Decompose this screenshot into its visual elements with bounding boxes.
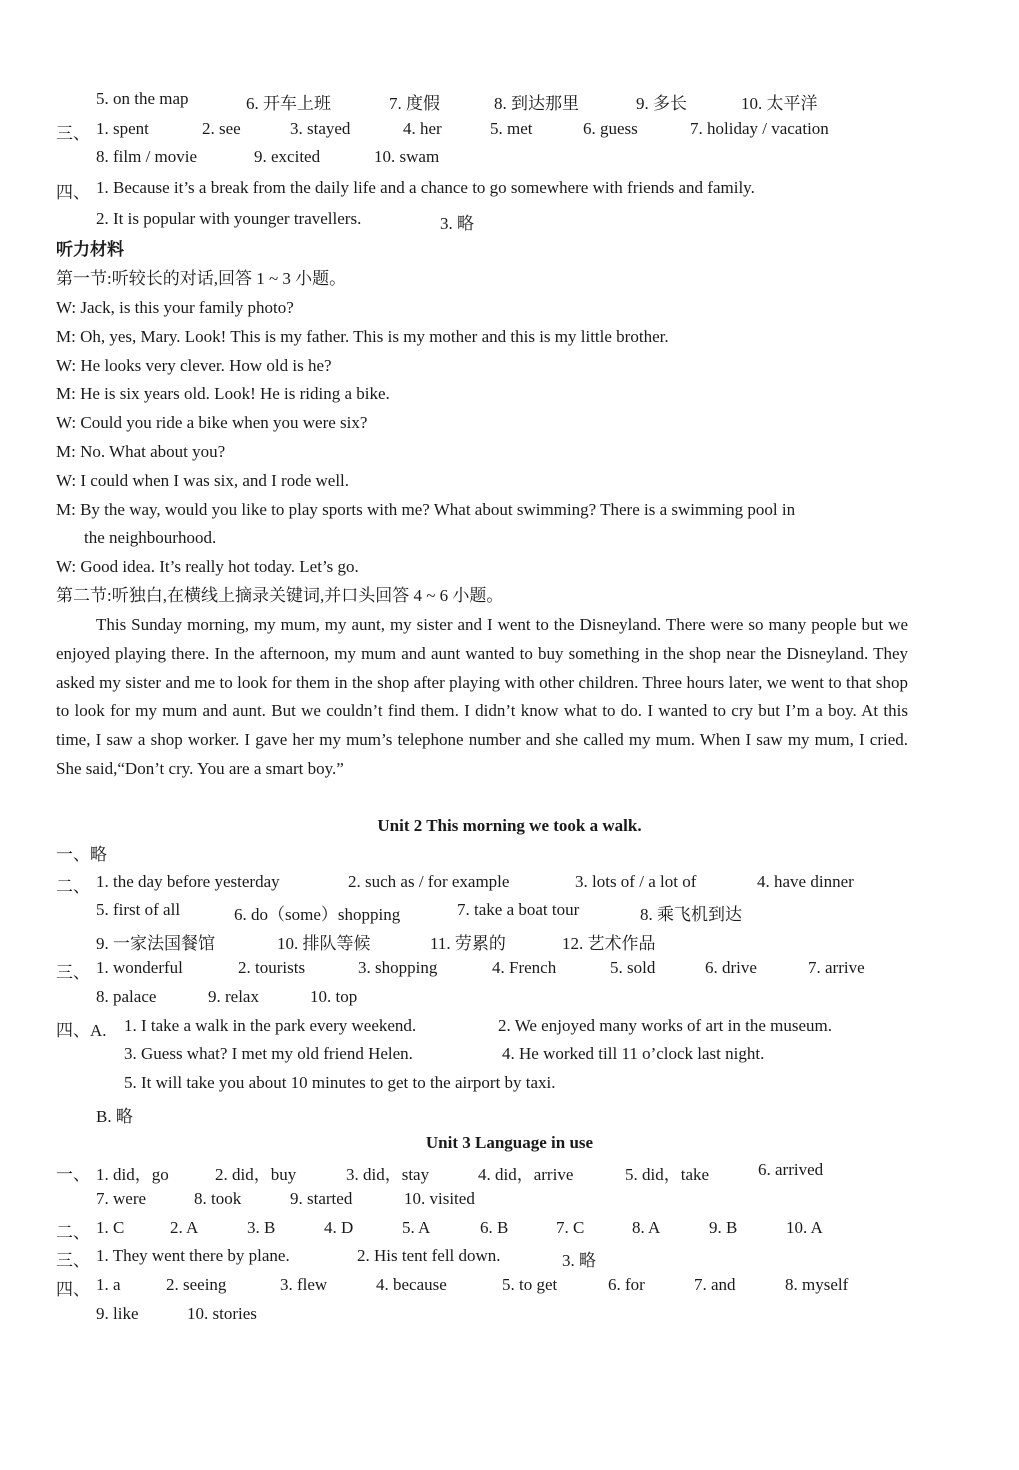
section-label: 三、: [56, 124, 90, 143]
answer-item: 7. 度假: [389, 94, 440, 113]
answer-item: 3. stayed: [290, 119, 351, 138]
answer-item: 10. A: [786, 1218, 823, 1237]
answer-item: 2. such as / for example: [348, 872, 510, 891]
answer-sentence: 2. We enjoyed many works of art in the museum.: [498, 1016, 832, 1035]
answer-item: 9. like: [96, 1304, 139, 1323]
answer-item: 10. stories: [187, 1304, 257, 1323]
answer-item: 7. and: [694, 1275, 736, 1294]
dialogue-line: W: I could when I was six, and I rode well.: [56, 471, 350, 490]
answer-item: 3. B: [247, 1218, 276, 1237]
answer-item: 10. visited: [404, 1189, 475, 1208]
dialogue-line: M: Oh, yes, Mary. Look! This is my father. This is my mother and this is my little brother.: [56, 327, 669, 346]
answer-item: 3. lots of / a lot of: [575, 872, 697, 891]
dialogue-line: W: Jack, is this your family photo?: [56, 298, 294, 317]
answer-item: 1. wonderful: [96, 958, 183, 977]
answer-item: 4. French: [492, 958, 557, 977]
answer-item: 5. A: [402, 1218, 431, 1237]
section-label: 三、: [56, 963, 90, 982]
section-label: 三、: [56, 1251, 90, 1270]
answer-item: 1. did，go: [96, 1165, 169, 1184]
answer-item: 6. do（some）shopping: [234, 905, 401, 924]
answer-item: 3. shopping: [358, 958, 438, 977]
answer-sentence: 3. 略: [562, 1251, 596, 1270]
answer-item: 8. 到达那里: [494, 94, 579, 113]
listening-title: 听力材料: [56, 240, 124, 259]
answer-item: 6. B: [480, 1218, 509, 1237]
dialogue-line: M: No. What about you?: [56, 442, 226, 461]
answer-item: 4. did，arrive: [478, 1165, 574, 1184]
answer-item: 10. 太平洋: [741, 94, 818, 113]
section-label: 四、A.: [56, 1021, 107, 1040]
answer-item: 2. tourists: [238, 958, 306, 977]
answer-item: 5. first of all: [96, 900, 181, 919]
answer-item: 9. B: [709, 1218, 738, 1237]
answer-sentence: 3. 略: [440, 214, 474, 233]
section-label: 四、: [56, 183, 90, 202]
section-label: 二、: [56, 1223, 90, 1242]
answer-item: 7. holiday / vacation: [690, 119, 829, 138]
answer-item: 5. met: [490, 119, 533, 138]
answer-item: 8. took: [194, 1189, 242, 1208]
answer-item: 7. were: [96, 1189, 147, 1208]
answer-item: 4. D: [324, 1218, 354, 1237]
listening-section2-heading: 第二节:听独白,在横线上摘录关键词,并口头回答 4 ~ 6 小题。: [56, 586, 504, 605]
answer-item: 6. guess: [583, 119, 638, 138]
dialogue-line: W: Could you ride a bike when you were six?: [56, 413, 368, 432]
answer-item: 10. swam: [374, 147, 440, 166]
answer-sentence: 3. Guess what? I met my old friend Helen.: [124, 1044, 413, 1063]
answer-item: 8. film / movie: [96, 147, 198, 166]
answer-item: 12. 艺术作品: [562, 934, 656, 953]
answer-item: 8. A: [632, 1218, 661, 1237]
answer-sentence: B. 略: [96, 1107, 133, 1126]
answer-item: 4. because: [376, 1275, 447, 1294]
answer-item: 11. 劳累的: [430, 934, 506, 953]
listening-section1-heading: 第一节:听较长的对话,回答 1 ~ 3 小题。: [56, 269, 347, 288]
answer-item: 3. flew: [280, 1275, 328, 1294]
answer-sentence: 2. His tent fell down.: [357, 1246, 501, 1265]
answer-sentence: 2. It is popular with younger travellers.: [96, 209, 362, 228]
dialogue-line: M: He is six years old. Look! He is riding a bike.: [56, 384, 390, 403]
answer-item: 2. did，buy: [215, 1165, 297, 1184]
unit3-title: Unit 3 Language in use: [425, 1133, 594, 1152]
answer-item: 6. drive: [705, 958, 757, 977]
answer-item: 8. 乘飞机到达: [640, 905, 742, 924]
answer-item: 2. A: [170, 1218, 199, 1237]
answer-item: 5. to get: [502, 1275, 558, 1294]
dialogue-line: M: By the way, would you like to play sports with me? What about swimming? There is a swimming pool in: [56, 500, 796, 519]
unit2-title: Unit 2 This morning we took a walk.: [377, 816, 642, 835]
answer-item: 7. C: [556, 1218, 585, 1237]
answer-item: 2. see: [202, 119, 241, 138]
answer-item: 4. her: [403, 119, 442, 138]
unit2-section-yi: 一、略: [56, 845, 107, 864]
dialogue-line: W: He looks very clever. How old is he?: [56, 356, 332, 375]
answer-item: 5. sold: [610, 958, 656, 977]
answer-sentence: 1. Because it’s a break from the daily life and a chance to go somewhere with friends and family.: [96, 178, 755, 197]
answer-item: 1. a: [96, 1275, 121, 1294]
answer-item: 9. started: [290, 1189, 353, 1208]
section-label: 四、: [56, 1280, 90, 1299]
answer-item: 3. did，stay: [346, 1165, 430, 1184]
answer-item: 1. C: [96, 1218, 125, 1237]
answer-item: 9. relax: [208, 987, 259, 1006]
answer-item: 2. seeing: [166, 1275, 227, 1294]
monologue-paragraph: This Sunday morning, my mum, my aunt, my sister and I went to the Disneyland. There were so many people but we enjoyed playing there. In the afternoon, my mum and aunt wanted to buy something in the shop near the Disneyland. They asked my sister and me to look for them in the shop after playing with other children. Three hours later, we went to that shop to look for my mum and aunt. But we couldn’t find them. I didn’t know what to do. I wanted to cry but I’m a boy. At this time, I saw a shop worker. I gave her my mum’s telephone number and she called my mum. When I saw my mum, I cried. She said,“Don’t cry. You are a smart boy.”: [56, 615, 908, 778]
answer-item: 5. on the map: [96, 89, 189, 108]
answer-sentence: 1. I take a walk in the park every weekend.: [124, 1016, 417, 1035]
answer-item: 9. 一家法国餐馆: [96, 934, 215, 953]
answer-item: 1. spent: [96, 119, 149, 138]
answer-sentence: 4. He worked till 11 o’clock last night.: [502, 1044, 765, 1063]
section-label: 一、: [56, 1165, 90, 1184]
answer-item: 5. did，take: [625, 1165, 710, 1184]
answer-item: 6. for: [608, 1275, 645, 1294]
answer-item: 1. the day before yesterday: [96, 872, 280, 891]
dialogue-line: the neighbourhood.: [84, 528, 217, 547]
answer-sentence: 1. They went there by plane.: [96, 1246, 290, 1265]
answer-item: 8. palace: [96, 987, 157, 1006]
answer-item: 6. 开车上班: [246, 94, 331, 113]
section-label: 二、: [56, 877, 90, 896]
answer-item: 8. myself: [785, 1275, 849, 1294]
answer-item: 7. arrive: [808, 958, 865, 977]
answer-item: 4. have dinner: [757, 872, 854, 891]
answer-sentence: 5. It will take you about 10 minutes to get to the airport by taxi.: [124, 1073, 556, 1092]
answer-item: 6. arrived: [758, 1160, 824, 1179]
answer-item: 7. take a boat tour: [457, 900, 580, 919]
answer-item: 9. 多长: [636, 94, 687, 113]
answer-item: 10. top: [310, 987, 358, 1006]
dialogue-line: W: Good idea. It’s really hot today. Let’s go.: [56, 557, 359, 576]
answer-item: 10. 排队等候: [277, 934, 371, 953]
answer-item: 9. excited: [254, 147, 321, 166]
